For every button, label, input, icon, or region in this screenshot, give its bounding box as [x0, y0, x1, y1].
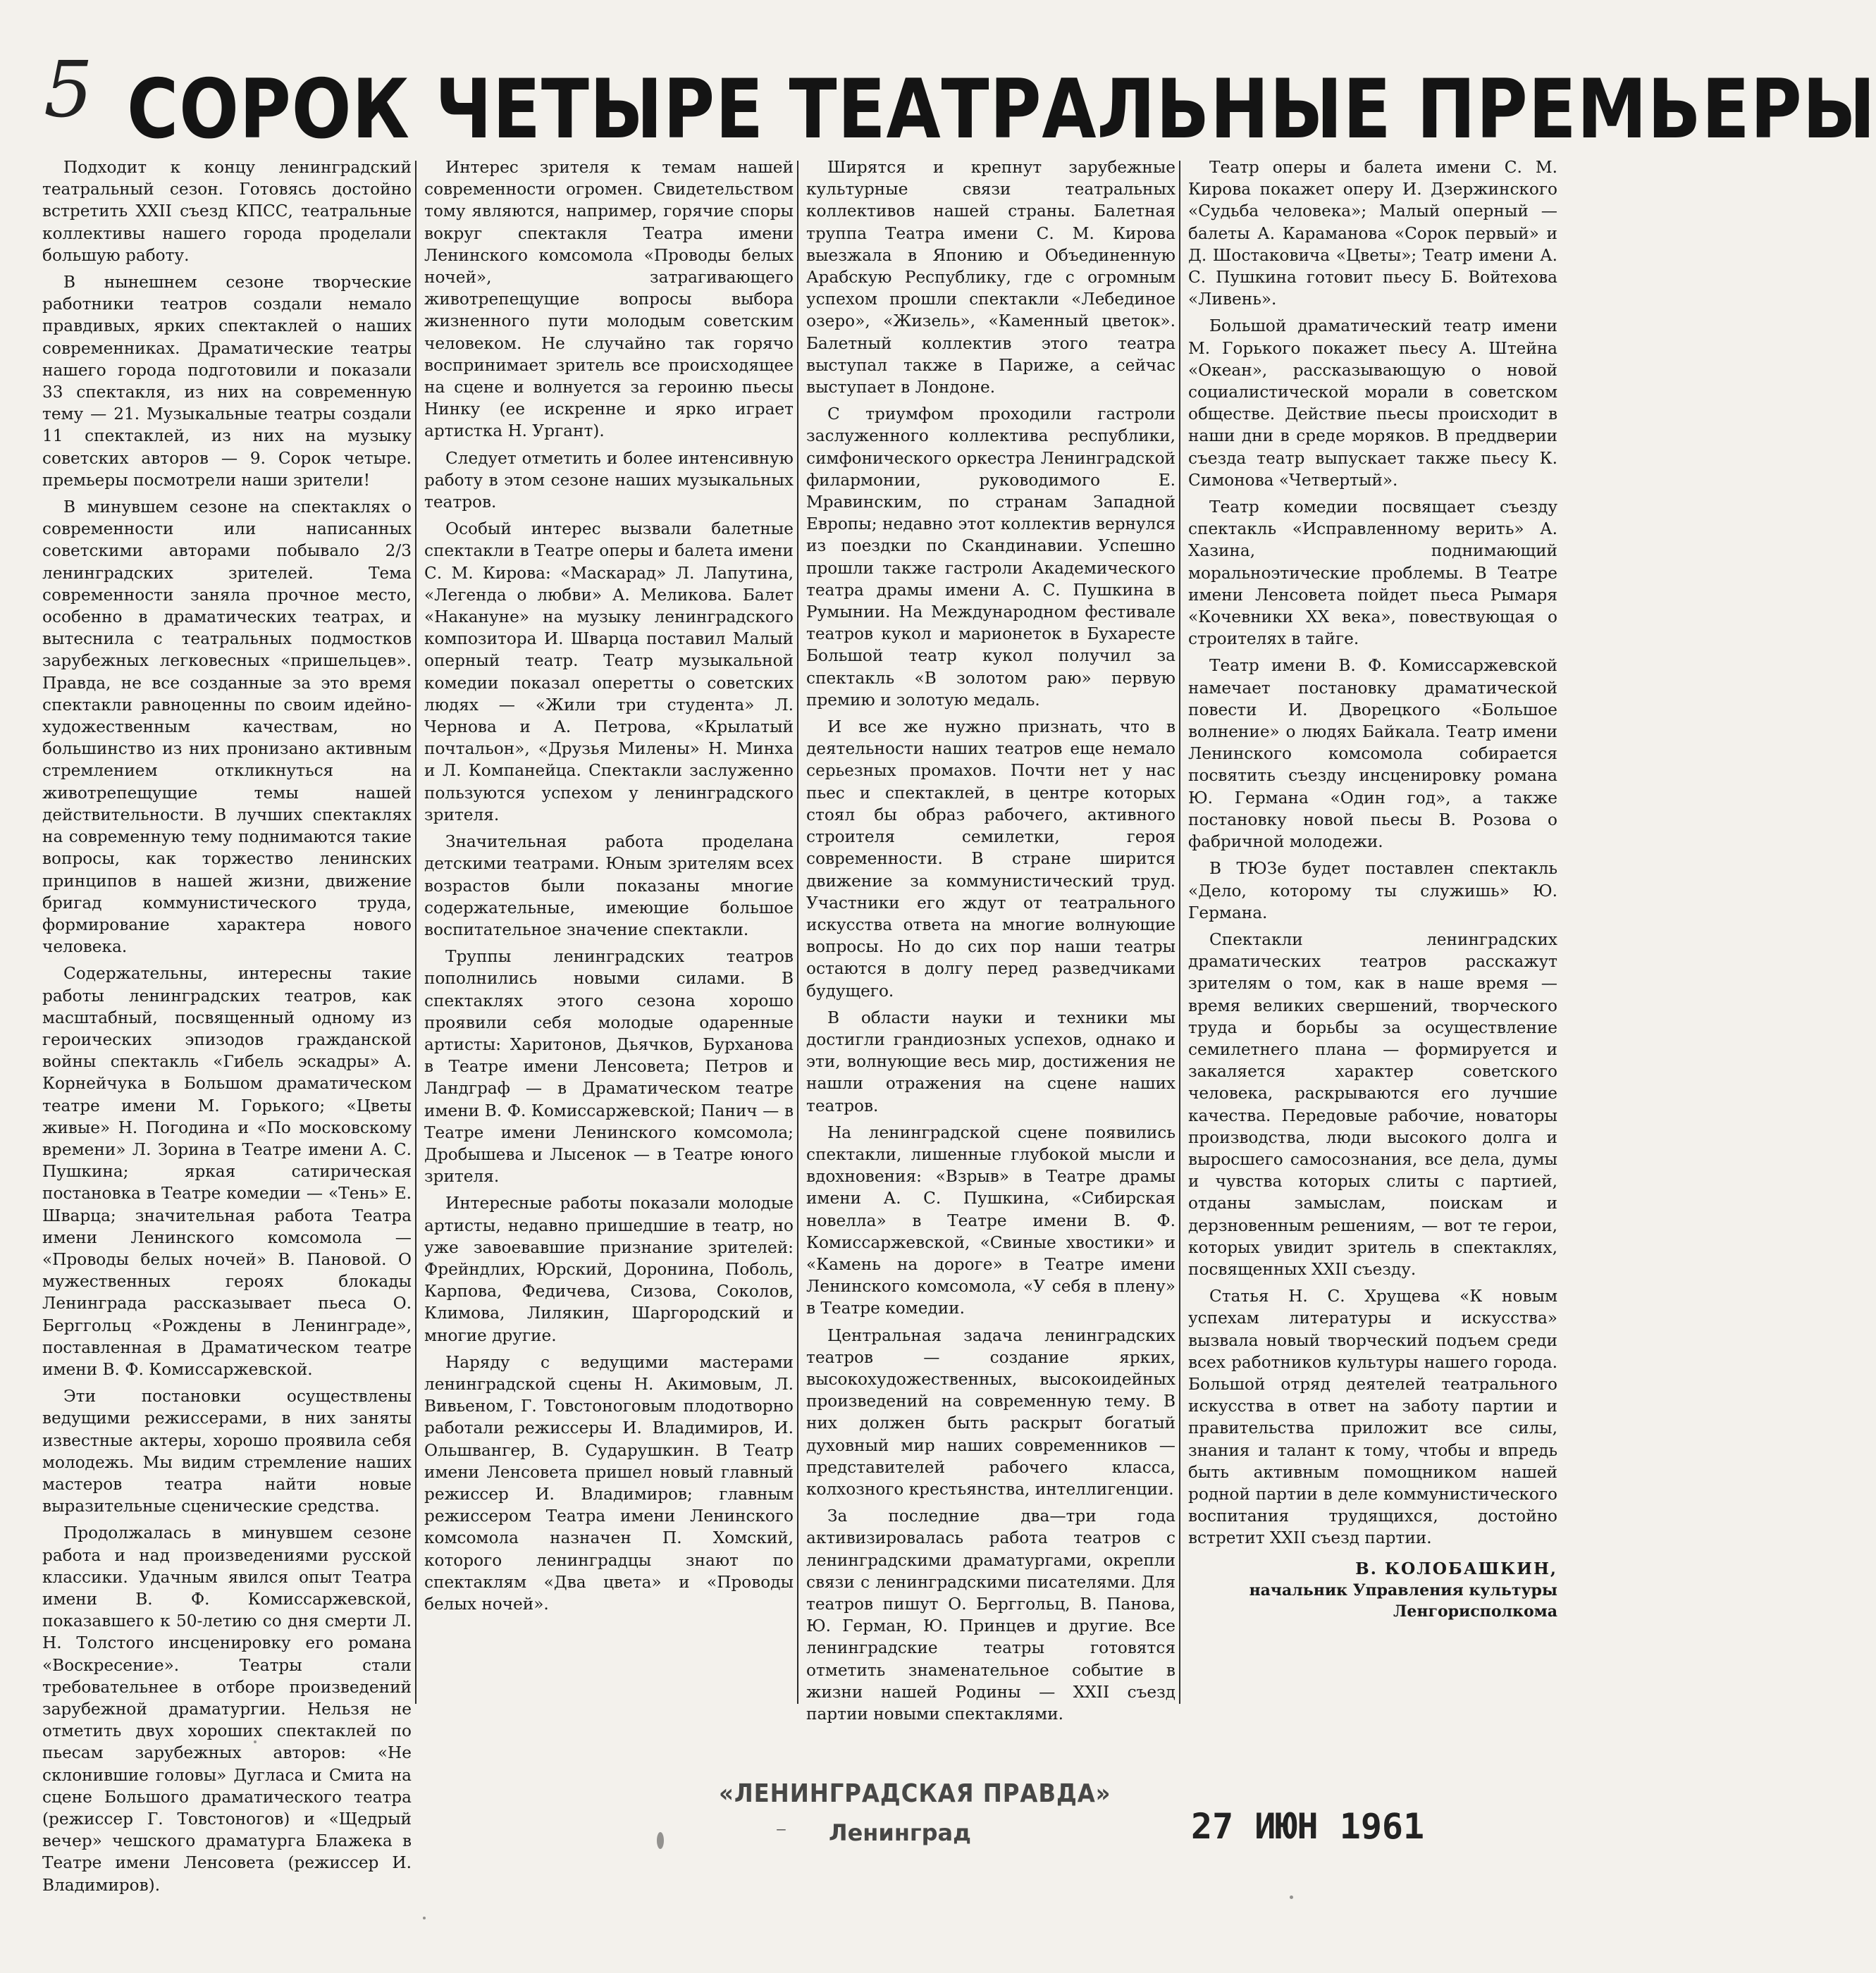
article-paragraph: Продолжалась в минувшем сезоне работа и над произведениями русской классики. Удачным явился опыт Театра имени В. Ф. Комиссаржевской, показавшего к 50-летию со дня смерти Л. Н. Толстого инсценировку его романа «Воскресение». Театры стали требовательнее в отборе произведений зарубежной драматургии. Нельзя не отметить двух хороших спектаклей по пьесам зарубежных авторов: «Не склонившие головы» Дугласа и Смита на сцене Большого драматического театра (режиссер Г. Товстоногов) и «Щедрый вечер» чешского драматурга Блажека в Театре имени Ленсовета (режиссер И. Владимиров).: [42, 1523, 412, 1895]
print-speck: [254, 1740, 257, 1743]
article-paragraph: И все же нужно признать, что в деятельности наших театров еще немало серьезных промахов. Почти нет у нас пьес и спектаклей, в центре которых стоял бы образ рабочего, активного строителя семилетки, героя современности. В стране ширится движение за коммунистический труд. Участники его ждут от театрального искусства ответа на многие волнующие вопросы. Но до сих пор наши театры остаются в долгу перед разведчиками будущего.: [806, 717, 1175, 1001]
handwritten-page-number: 5: [44, 44, 93, 135]
article-paragraph: Следует отметить и более интенсивную работу в этом сезоне наших музыкальных театров.: [424, 448, 794, 512]
article-paragraph: Театр комедии посвящает съезду спектакль «Исправленному верить» А. Хазина, поднимающий моральноэтические проблемы. В Театре имени Ленсовета пойдет пьеса Рымаря «Кочевники XX века», повествующая о строителях в тайге.: [1188, 497, 1557, 649]
article-paragraph: Наряду с ведущими мастерами ленинградской сцены Н. Акимовым, Л. Вивьеном, Г. Товстоноговым плодотворно работали режиссеры И. Владимиров, И. Ольшвангер, В. Сударушкин. В Театр имени Ленсовета пришел новый главный режиссер И. Владимиров; главным режиссером Театра имени Ленинского комсомола назначен П. Хомский, которого ленинградцы знают по спектаклям «Два цвета» и «Проводы белых ночей».: [424, 1352, 794, 1614]
article-paragraph: Труппы ленинградских театров пополнились новыми силами. В спектаклях этого сезона хорошо проявили себя молодые одаренные артисты: Харитонов, Дьячков, Бурханова в Театре имени Ленсовета; Петров и Ландграф — в Драматическом театре имени В. Ф. Комиссаржевской; Панич — в Театре имени Ленинского комсомола; Дробышева и Лысенок — в Театре юного зрителя.: [424, 947, 794, 1187]
article-column: [806, 156, 1175, 1724]
article-paragraph: Большой драматический театр имени М. Горького покажет пьесу А. Штейна «Океан», рассказывающую о новой социалистической морали в советском обществе. Действие пьесы происходит в наши дни в среде моряков. В преддверии съезда театр выпускает также пьесу К. Симонова «Четвертый».: [1188, 316, 1557, 490]
article-paragraph: Эти постановки осуществлены ведущими режиссерами, в них заняты известные актеры, хорошо проявила себя молодежь. Мы видим стремление наших мастеров театра найти новые выразительные сценические средства.: [42, 1387, 412, 1516]
article-paragraph: Особый интерес вызвали балетные спектакли в Театре оперы и балета имени С. М. Кирова: «Маскарад» Л. Лапутина, «Легенда о любви» А. Меликова. Балет «Накануне» на музыку ленинградского композитора И. Шварца поставил Малый оперный театр. Театр музыкальной комедии показал оперетты о советских людях — «Жили три студента» Л. Чернова и А. Петрова, «Крылатый почтальон», «Друзья Милены» Н. Минха и Л. Компанейца. Спектакли заслуженно пользуются успехом у ленинградского зрителя.: [424, 519, 794, 824]
article-paragraph: На ленинградской сцене появились спектакли, лишенные глубокой мысли и вдохновения: «Взрыв» в Театре драмы имени А. С. Пушкина, «Сибирская новелла» в Театре имени В. Ф. Комиссаржевской, «Свиные хвостики» и «Камень на дороге» в Театре имени Ленинского комсомола, «У себя в плену» в Театре комедии.: [806, 1122, 1175, 1318]
stamp-dash-mark: ⁻: [775, 1820, 787, 1847]
author-signature: В. КОЛОБАШКИН,: [1355, 1559, 1557, 1578]
article-column: [42, 156, 412, 1895]
article-column: [1188, 156, 1557, 1712]
article-paragraph: Статья Н. С. Хрущева «К новым успехам литературы и искусства» вызвала новый творческий подъем среди всех работников культуры нашего города. Большой отряд деятелей театрального искусства в ответ на заботу партии и правительства приложит все силы, знания и талант к тому, чтобы и впредь быть активным помощником нашей родной партии в деле коммунистического воспитания трудящихся, достойно встретит XXII съезд партии.: [1188, 1287, 1557, 1548]
article-paragraph: В ТЮЗе будет поставлен спектакль «Дело, которому ты служишь» Ю. Германа.: [1188, 859, 1557, 922]
article-paragraph: Театр имени В. Ф. Комиссаржевской намечает постановку драматической повести И. Дворецкого «Большое волнение» о людях Байкала. Театр имени Ленинского комсомола собирается посвятить съезду инсценировку романа Ю. Германа «Один год», а также постановку новой пьесы В. Розова о фабричной молодежи.: [1188, 656, 1557, 852]
newspaper-stamp-masthead: «ЛЕНИНГРАДСКАЯ ПРАВДА»: [719, 1779, 1111, 1808]
print-speck: [1290, 1895, 1293, 1899]
author-organization: Ленгорисполкома: [1393, 1602, 1557, 1621]
article-paragraph: В области науки и техники мы достигли грандиозных успехов, однако и эти, волнующие весь мир, достижения не нашли отражения на сцене наших театров.: [806, 1008, 1175, 1115]
author-title: начальник Управления культуры: [1249, 1581, 1557, 1600]
article-paragraph: Спектакли ленинградских драматических театров расскажут зрителям о том, как в наше время — время великих свершений, творческого труда и борьбы за осуществление семилетнего плана — формируется и закаляется характер советского человека, раскрываются его лучшие качества. Передовые рабочие, новаторы производства, люди высокого долга и выросшего самосознания, все дела, думы и чувства которых слиты с партией, отданы замыслам, поискам и дерзновенным решениям, — вот те герои, которых увидит зритель в спектаклях, посвященных XXII съезду.: [1188, 929, 1557, 1279]
article-paragraph: Театр оперы и балета имени С. М. Кирова покажет оперу И. Дзержинского «Судьба человека»; Малый оперный — балеты А. Караманова «Сорок первый» и Д. Шостаковича «Цветы»; Театр имени А. С. Пушкина готовит пьесу Б. Войтехова «Ливень».: [1188, 158, 1557, 309]
article-headline: СОРОК ЧЕТЫРЕ ТЕАТРАЛЬНЫЕ ПРЕМЬЕРЫ: [127, 62, 1876, 157]
article-paragraph: Центральная задача ленинградских театров — создание ярких, высокохудожественных, высокоидейных произведений на современную тему. В них должен быть раскрыт богатый духовный мир наших современников — представителей рабочего класса, колхозного крестьянства, интеллигенции.: [806, 1325, 1175, 1499]
newspaper-stamp-city: Ленинград: [829, 1819, 971, 1846]
article-column: [424, 156, 794, 1712]
article-paragraph: В нынешнем сезоне творческие работники театров создали немало правдивых, ярких спектаклей о наших современниках. Драматические театры нашего города подготовили и показали 33 спектакля, из них на современную тему — 21. Музыкальные театры создали 11 спектаклей, из них на музыку советских авторов — 9. Сорок четыре. премьеры посмотрели наши зрители!: [42, 273, 412, 490]
print-speck: [423, 1917, 426, 1919]
article-paragraph: Содержательны, интересны такие работы ленинградских театров, как масштабный, посвященный одному из героических эпизодов гражданской войны спектакль «Гибель эскадры» А. Корнейчука в Большом драматическом театре имени М. Горького; «Цветы живые» Н. Погодина и «По московскому времени» Л. Зорина в Театре имени А. С. Пушкина; яркая сатирическая постановка в Театре комедии — «Тень» Е. Шварца; значительная работа Театра имени Ленинского комсомола — «Проводы белых ночей» В. Пановой. О мужественных героях блокады Ленинграда рассказывает пьеса О. Берггольц «Рождены в Ленинграде», поставленная в Драматическом театре имени В. Ф. Комиссаржевской.: [42, 964, 412, 1379]
article-paragraph: Подходит к концу ленинградский театральный сезон. Готовясь достойно встретить XXII съезд КПСС, театральные коллективы нашего города проделали большую работу.: [42, 158, 412, 265]
article-paragraph: Значительная работа проделана детскими театрами. Юным зрителям всех возрастов были показаны многие содержательные, имеющие большое воспитательное значение спектакли.: [424, 832, 794, 939]
article-paragraph: Ширятся и крепнут зарубежные культурные связи театральных коллективов нашей страны. Балетная труппа Театра имени С. М. Кирова выезжала в Японию и Объединенную Арабскую Республику, где с огромным успехом прошли спектакли «Лебединое озеро», «Жизель», «Каменный цветок». Балетный коллектив этого театра выступал также в Париже, а сейчас выступает в Лондоне.: [806, 158, 1175, 397]
print-speck: [657, 1832, 664, 1849]
article-paragraph: В минувшем сезоне на спектаклях о современности или написанных советскими авторами побывало 2/3 ленинградских зрителей. Тема современности заняла прочное место, особенно в драматических театрах, и вытеснила с театральных подмостков зарубежных легковесных «пришельцев». Правда, не все созданные за это время спектакли равноценны по своим идейно-художественным качествам, но большинство из них пронизано активным стремлением откликнуться на животрепещущие темы нашей действительности. В лучших спектаклях на современную тему поднимаются такие вопросы, как торжество ленинских принципов в нашей жизни, движение бригад коммунистического труда, формирование характера нового человека.: [42, 497, 412, 957]
article-paragraph: С триумфом проходили гастроли заслуженного коллектива республики, симфонического оркестра Ленинградской филармонии, руководимого Е. Мравинским, по странам Западной Европы; недавно этот коллектив вернулся из поездки по Скандинавии. Успешно прошли также гастроли Академического театра драмы имени А. С. Пушкина в Румынии. На Международном фестивале театров кукол и марионеток в Бухаресте Большой театр кукол получил за спектакль «В золотом раю» первую премию и золотую медаль.: [806, 404, 1175, 710]
article-paragraph: Интересные работы показали молодые артисты, недавно пришедшие в театр, но уже завоевавшие признание зрителей: Фрейндлих, Юрский, Доронина, Поболь, Карпова, Федичева, Сизова, Соколов, Климова, Лилякин, Шаргородский и многие другие.: [424, 1194, 794, 1345]
article-paragraph: За последние два—три года активизировалась работа театров с ленинградскими драматургами, окрепли связи с ленинградскими писателями. Для театров пишут О. Берггольц, В. Панова, Ю. Герман, Ю. Принцев и другие. Все ленинградские театры готовятся отметить знаменательное событие в жизни нашей Родины — XXII съезд партии новыми спектаклями.: [806, 1507, 1175, 1724]
article-paragraph: Интерес зрителя к темам нашей современности огромен. Свидетельством тому являются, например, горячие споры вокруг спектакля Театра имени Ленинского комсомола «Проводы белых ночей», затрагивающего животрепещущие вопросы выбора жизненного пути молодым советским человеком. Не случайно так горячо воспринимает зритель все происходящее на сцене и волнуется за героиню пьесы Нинку (ее искренне и ярко играет артистка Н. Ургант).: [424, 158, 794, 441]
newspaper-stamp-date: 27 ИЮН 1961: [1191, 1806, 1425, 1847]
